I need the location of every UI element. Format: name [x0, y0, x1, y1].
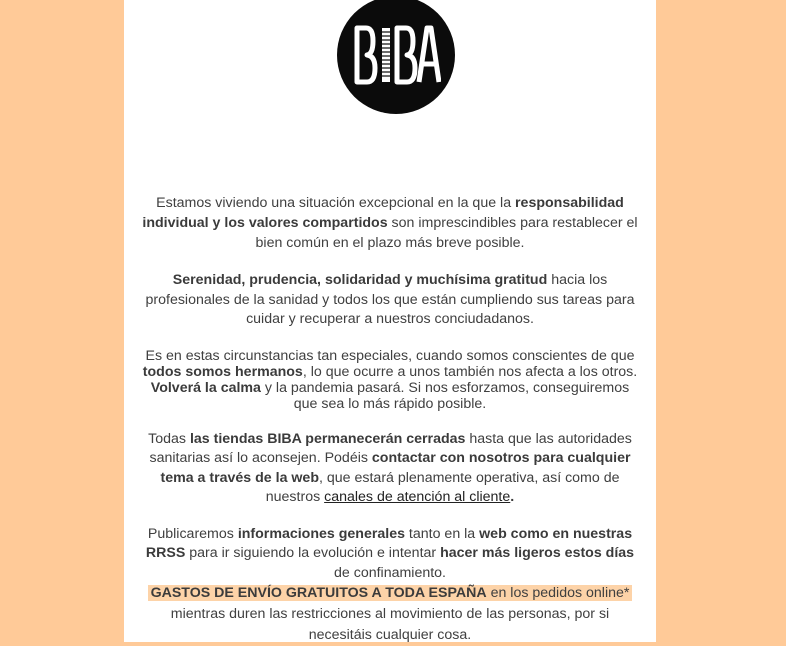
- email-body: [124, 0, 656, 642]
- bold-text: informaciones generales: [237, 525, 405, 542]
- text: en los pedidos online*: [486, 585, 630, 601]
- text: mientras duren las restricciones al movimiento de las personas, por si necesitáis cualquier cosa.: [170, 606, 610, 643]
- text: hasta que las autoridades sanitarias así lo aconsejen. Podéis: [149, 430, 632, 466]
- biba-logo-mark: [351, 20, 441, 90]
- text: , lo que ocurre a unos también nos afecta a los otros.: [302, 363, 638, 380]
- text: .: [510, 489, 515, 505]
- text: y la pandemia pasará. Si nos esforzamos, conseguiremos que sea lo más rápido posible.: [260, 379, 630, 412]
- paragraph-gratitude: [124, 271, 656, 330]
- bold-text: web como en nuestras RRSS: [145, 525, 633, 561]
- text: Todas: [148, 430, 190, 447]
- paragraph-social-updates: [124, 525, 656, 584]
- customer-service-link[interactable]: canales de atención al cliente: [324, 489, 511, 505]
- paragraph-free-shipping: [124, 583, 656, 646]
- biba-logo[interactable]: [337, 0, 455, 114]
- text: Publicaremos: [147, 525, 238, 542]
- paragraph-stores-closed: [124, 430, 656, 508]
- bold-text: Volverá la calma: [150, 379, 261, 396]
- text: Es en estas circunstancias tan especiales, cuando somos conscientes de que: [145, 347, 635, 364]
- paragraph-brotherhood: [124, 348, 656, 412]
- bold-text: las tiendas BIBA permanecerán cerradas: [189, 430, 466, 447]
- bold-text: contactar con nosotros para cualquier tema a través de la web: [160, 450, 631, 486]
- text: de confinamiento.: [334, 564, 446, 581]
- bold-text: responsabilidad individual y los valores compartidos: [142, 195, 624, 231]
- bold-text: GASTOS DE ENVÍO GRATUITOS A TODA ESPAÑA: [150, 585, 487, 601]
- text: Estamos viviendo una situación excepcional en la que la: [156, 195, 516, 211]
- text: , que estará plenamente operativa, así como de nuestros: [265, 469, 620, 505]
- text: son imprescindibles para restablecer el bien común en el plazo más breve posible.: [255, 215, 638, 251]
- text: hacia los profesionales de la sanidad y todos los que están cumpliendo sus tareas para cuidar y recuperar a nuestros conciudadanos.: [145, 272, 635, 327]
- text: para ir siguiendo la evolución e intentar: [185, 545, 441, 561]
- bold-text: Serenidad, prudencia, solidaridad y muchísima gratitud: [172, 272, 548, 288]
- text: tanto en la: [404, 525, 480, 542]
- bold-text: todos somos hermanos: [142, 363, 303, 380]
- paragraph-responsibility: [124, 193, 656, 253]
- free-shipping-highlight: [148, 585, 633, 601]
- message-content: [124, 193, 656, 646]
- bold-text: hacer más ligeros estos días: [440, 545, 635, 561]
